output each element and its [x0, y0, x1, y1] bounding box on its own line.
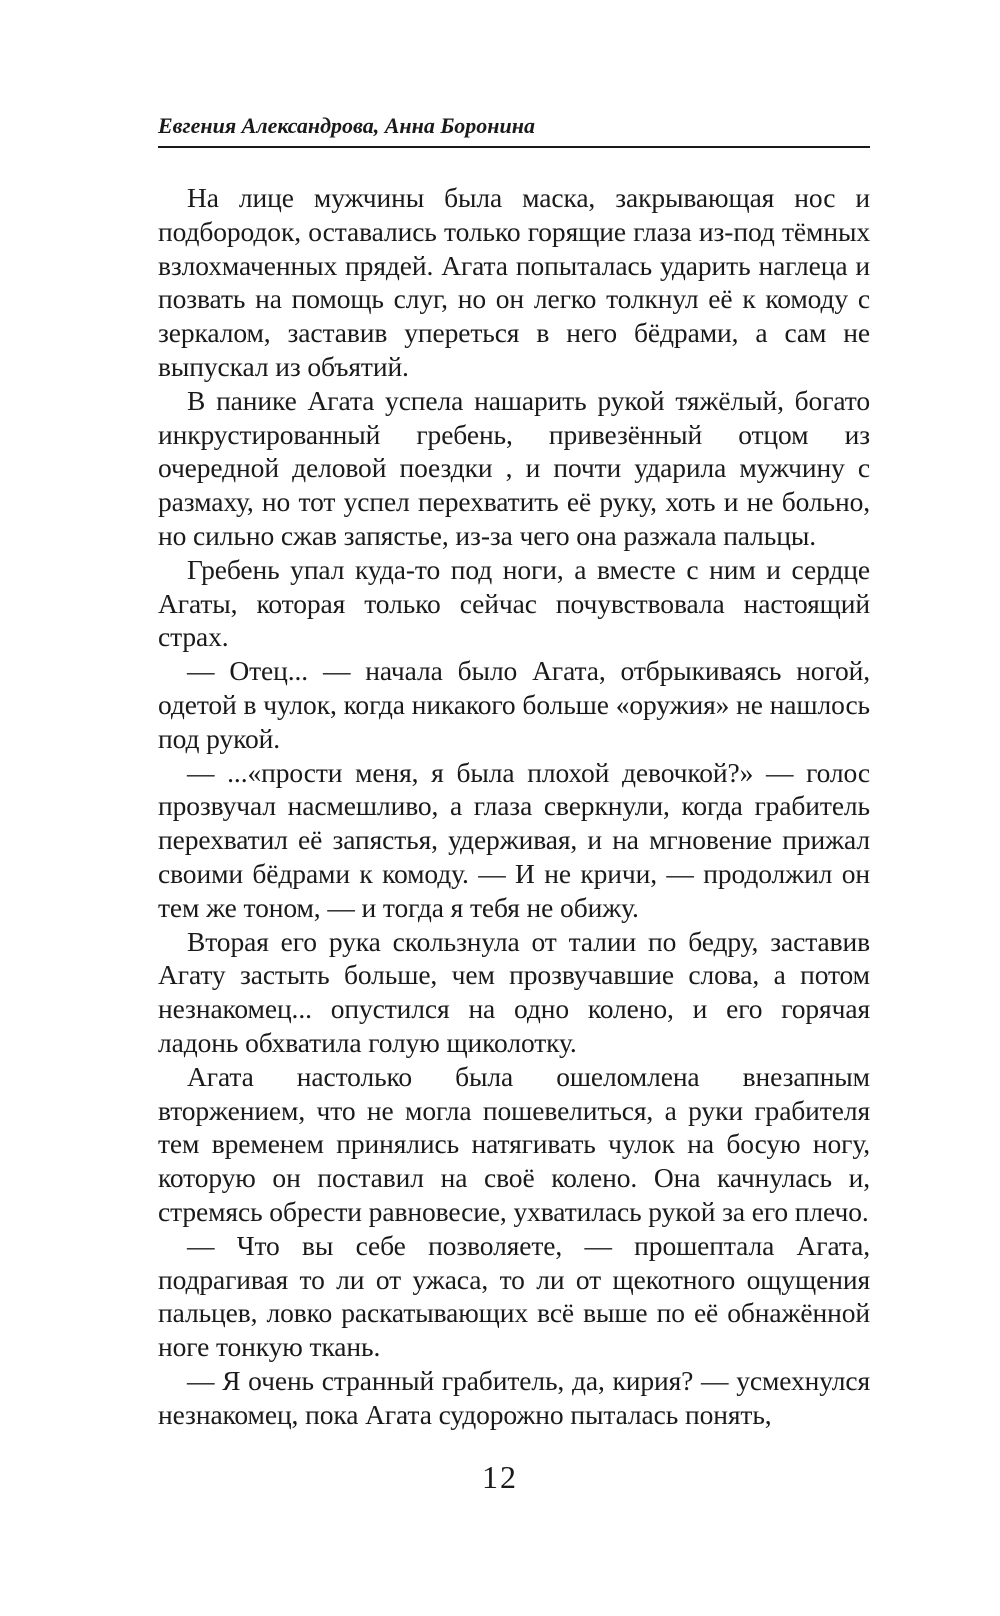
paragraph: — ...«прости меня, я была плохой девочкой?» — голос прозвучал насмешливо, а глаза сверкнули, когда грабитель перехватил её запястья, удерживая, и на мгновение прижал своими бёдрами к комоду. — И не кричи, — продолжил он тем же тоном, — и тогда я тебя не обижу.	[158, 756, 870, 923]
paragraph: Гребень упал куда-то под ноги, а вместе с ним и сердце Агаты, которая только сейчас почувствовала настоящий страх.	[158, 553, 870, 653]
paragraph: — Я очень странный грабитель, да, кирия? — усмехнулся незнакомец, пока Агата судорожно пыталась понять,	[158, 1364, 870, 1430]
header-authors: Евгения Александрова, Анна Боронина	[158, 113, 535, 138]
body-text	[158, 181, 870, 1431]
paragraph: — Отец... — начала было Агата, отбрыкиваясь ногой, одетой в чулок, когда никакого больше «оружия» не нашлось под рукой.	[158, 655, 870, 754]
header-rule	[158, 146, 870, 148]
page-number: 12	[482, 1459, 518, 1495]
paragraph: В панике Агата успела нашарить рукой тяжёлый, богато инкрустированный гребень, привезённый отцом из очередной деловой поездки , и почти ударила мужчину с размаху, но тот успел перехватить её руку, хоть и не больно, но сильно сжав запястье, из-за чего она разжала пальцы.	[158, 384, 870, 551]
running-header	[158, 112, 870, 148]
paragraph: На лице мужчины была маска, закрывающая нос и подбородок, оставались только горящие глаза из-под тёмных взлохмаченных прядей. Агата попыталась ударить наглеца и позвать на помощь слуг, но он легко толкнул её к комоду с зеркалом, заставив упереться в него бёдрами, а сам не выпускал из объятий.	[158, 182, 870, 382]
paragraph: — Что вы себе позволяете, — прошептала Агата, подрагивая то ли от ужаса, то ли от щекотного ощущения пальцев, ловко раскатывающих всё выше по её обнажённой ноге тонкую ткань.	[158, 1229, 870, 1363]
paragraph: Агата настолько была ошеломлена внезапным вторжением, что не могла пошевелиться, а руки грабителя тем временем принялись натягивать чулок на босую ногу, которую он поставил на своё колено. Она качнулась и, стремясь обрести равновесие, ухватилась рукой за его плечо.	[158, 1060, 870, 1227]
paragraph: Вторая его рука скользнула от талии по бедру, заставив Агату застыть больше, чем прозвучавшие слова, а потом незнакомец... опустился на одно колено, и его горячая ладонь обхватила голую щиколотку.	[158, 925, 870, 1058]
